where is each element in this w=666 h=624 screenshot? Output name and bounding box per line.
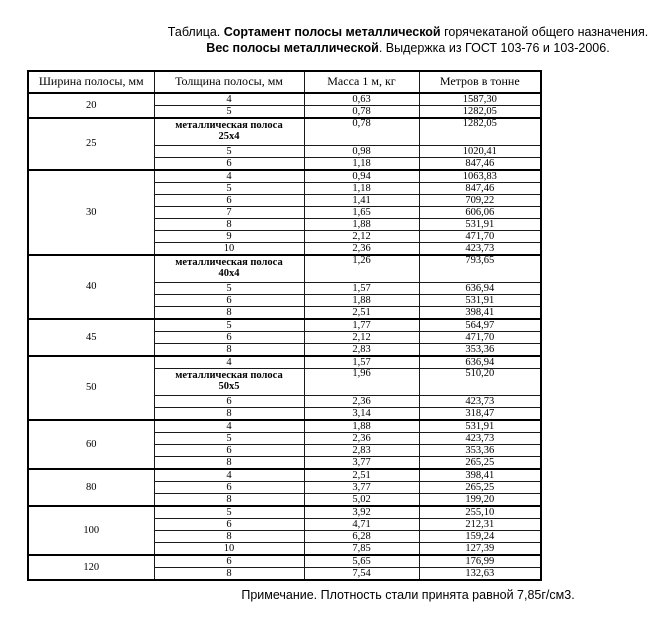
strip-sortament-table (27, 70, 542, 581)
title-bold-2: Вес полосы металлической (206, 41, 379, 55)
width-cell: 30 (28, 170, 154, 255)
width-cell: 20 (28, 93, 154, 118)
col-header-meters: Метров в тонне (419, 71, 541, 93)
mass-cell: 2,51 (304, 469, 419, 482)
mass-cell: 1,57 (304, 283, 419, 295)
mass-cell: 1,41 (304, 195, 419, 207)
thickness-cell: 5 (154, 146, 304, 158)
product-label: металлическая полоса (175, 370, 283, 381)
meters-cell: 531,91 (419, 420, 541, 433)
title-line-1 (150, 24, 666, 40)
meters-cell: 318,47 (419, 408, 541, 421)
table-row (28, 420, 541, 433)
meters-cell: 510,20 (419, 369, 541, 396)
mass-cell: 7,54 (304, 568, 419, 581)
table-row (28, 506, 541, 519)
width-cell: 120 (28, 555, 154, 580)
meters-cell: 847,46 (419, 183, 541, 195)
product-label: металлическая полоса (175, 257, 283, 268)
width-cell: 80 (28, 469, 154, 506)
col-header-thickness: Толщина полосы, мм (154, 71, 304, 93)
thickness-cell: 8 (154, 494, 304, 507)
mass-cell: 0,78 (304, 106, 419, 119)
thickness-cell: 5 (154, 319, 304, 332)
mass-cell: 2,12 (304, 332, 419, 344)
thickness-cell: 5 (154, 106, 304, 119)
thickness-cell: 6 (154, 555, 304, 568)
thickness-product-cell (154, 369, 304, 396)
meters-cell: 636,94 (419, 356, 541, 369)
product-size: 40x4 (218, 268, 240, 279)
meters-cell: 531,91 (419, 219, 541, 231)
thickness-cell: 6 (154, 332, 304, 344)
meters-cell: 531,91 (419, 295, 541, 307)
thickness-cell: 4 (154, 469, 304, 482)
title-line-2 (150, 40, 666, 56)
meters-cell: 1282,05 (419, 118, 541, 146)
thickness-cell: 5 (154, 433, 304, 445)
table-header-row (28, 71, 541, 93)
mass-cell: 1,57 (304, 356, 419, 369)
meters-cell: 353,36 (419, 445, 541, 457)
meters-cell: 471,70 (419, 231, 541, 243)
thickness-cell: 6 (154, 482, 304, 494)
meters-cell: 423,73 (419, 396, 541, 408)
footnote: Примечание. Плотность стали принята равной 7,85г/см3. (241, 588, 575, 602)
mass-cell: 2,51 (304, 307, 419, 320)
thickness-cell: 7 (154, 207, 304, 219)
meters-cell: 127,39 (419, 543, 541, 556)
mass-cell: 1,26 (304, 255, 419, 283)
mass-cell: 3,77 (304, 457, 419, 470)
meters-cell: 471,70 (419, 332, 541, 344)
table-title (150, 24, 666, 56)
meters-cell: 847,46 (419, 158, 541, 171)
thickness-cell: 5 (154, 283, 304, 295)
meters-cell: 606,06 (419, 207, 541, 219)
mass-cell: 1,88 (304, 295, 419, 307)
thickness-cell: 8 (154, 531, 304, 543)
mass-cell: 5,02 (304, 494, 419, 507)
meters-cell: 423,73 (419, 433, 541, 445)
meters-cell: 265,25 (419, 457, 541, 470)
meters-cell: 423,73 (419, 243, 541, 256)
thickness-cell: 4 (154, 420, 304, 433)
table-row (28, 319, 541, 332)
mass-cell: 6,28 (304, 531, 419, 543)
thickness-cell: 5 (154, 506, 304, 519)
meters-cell: 1282,05 (419, 106, 541, 119)
thickness-cell: 10 (154, 543, 304, 556)
width-cell: 25 (28, 118, 154, 170)
meters-cell: 1020,41 (419, 146, 541, 158)
title-bold-1: Сортамент полосы металлической (223, 25, 441, 39)
mass-cell: 5,65 (304, 555, 419, 568)
thickness-cell: 8 (154, 307, 304, 320)
meters-cell: 176,99 (419, 555, 541, 568)
thickness-product-cell (154, 118, 304, 146)
table-row (28, 93, 541, 106)
meters-cell: 398,41 (419, 469, 541, 482)
col-header-mass: Масса 1 м, кг (304, 71, 419, 93)
thickness-cell: 6 (154, 519, 304, 531)
mass-cell: 2,36 (304, 243, 419, 256)
mass-cell: 3,92 (304, 506, 419, 519)
mass-cell: 1,77 (304, 319, 419, 332)
width-cell: 60 (28, 420, 154, 469)
mass-cell: 0,78 (304, 118, 419, 146)
meters-cell: 159,24 (419, 531, 541, 543)
thickness-cell: 6 (154, 158, 304, 171)
mass-cell: 1,88 (304, 420, 419, 433)
meters-cell: 398,41 (419, 307, 541, 320)
title-rest-1: горячекатаной общего назначения. (440, 25, 649, 39)
product-size: 50x5 (218, 381, 240, 392)
thickness-cell: 8 (154, 408, 304, 421)
meters-cell: 564,97 (419, 319, 541, 332)
meters-cell: 255,10 (419, 506, 541, 519)
product-label: металлическая полоса (175, 120, 283, 131)
mass-cell: 2,36 (304, 396, 419, 408)
mass-cell: 7,85 (304, 543, 419, 556)
thickness-cell: 6 (154, 295, 304, 307)
thickness-cell: 8 (154, 219, 304, 231)
mass-cell: 0,98 (304, 146, 419, 158)
table-row (28, 170, 541, 183)
width-cell: 45 (28, 319, 154, 356)
table-row (28, 356, 541, 369)
table-row (28, 255, 541, 283)
mass-cell: 2,83 (304, 445, 419, 457)
thickness-cell: 5 (154, 183, 304, 195)
mass-cell: 1,88 (304, 219, 419, 231)
mass-cell: 1,18 (304, 183, 419, 195)
meters-cell: 793,65 (419, 255, 541, 283)
mass-cell: 3,14 (304, 408, 419, 421)
meters-cell: 709,22 (419, 195, 541, 207)
thickness-cell: 9 (154, 231, 304, 243)
col-header-width: Ширина полосы, мм (28, 71, 154, 93)
meters-cell: 353,36 (419, 344, 541, 357)
width-cell: 100 (28, 506, 154, 555)
thickness-cell: 4 (154, 93, 304, 106)
mass-cell: 1,18 (304, 158, 419, 171)
mass-cell: 0,63 (304, 93, 419, 106)
table-row (28, 118, 541, 146)
product-size: 25x4 (218, 131, 240, 142)
title-rest-2: . Выдержка из ГОСТ 103-76 и 103-2006. (378, 41, 610, 55)
mass-cell: 2,83 (304, 344, 419, 357)
thickness-cell: 6 (154, 396, 304, 408)
thickness-cell: 4 (154, 170, 304, 183)
thickness-cell: 6 (154, 195, 304, 207)
mass-cell: 2,12 (304, 231, 419, 243)
meters-cell: 212,31 (419, 519, 541, 531)
width-cell: 50 (28, 356, 154, 420)
meters-cell: 265,25 (419, 482, 541, 494)
meters-cell: 1587,30 (419, 93, 541, 106)
mass-cell: 2,36 (304, 433, 419, 445)
width-cell: 40 (28, 255, 154, 319)
thickness-cell: 6 (154, 445, 304, 457)
thickness-product-cell (154, 255, 304, 283)
meters-cell: 1063,83 (419, 170, 541, 183)
mass-cell: 4,71 (304, 519, 419, 531)
meters-cell: 199,20 (419, 494, 541, 507)
thickness-cell: 10 (154, 243, 304, 256)
meters-cell: 132,63 (419, 568, 541, 581)
thickness-cell: 8 (154, 457, 304, 470)
thickness-cell: 4 (154, 356, 304, 369)
thickness-cell: 8 (154, 344, 304, 357)
thickness-cell: 8 (154, 568, 304, 581)
meters-cell: 636,94 (419, 283, 541, 295)
mass-cell: 1,96 (304, 369, 419, 396)
table-row (28, 469, 541, 482)
table-row (28, 555, 541, 568)
mass-cell: 1,65 (304, 207, 419, 219)
mass-cell: 3,77 (304, 482, 419, 494)
mass-cell: 0,94 (304, 170, 419, 183)
title-prefix: Таблица. (167, 25, 224, 39)
